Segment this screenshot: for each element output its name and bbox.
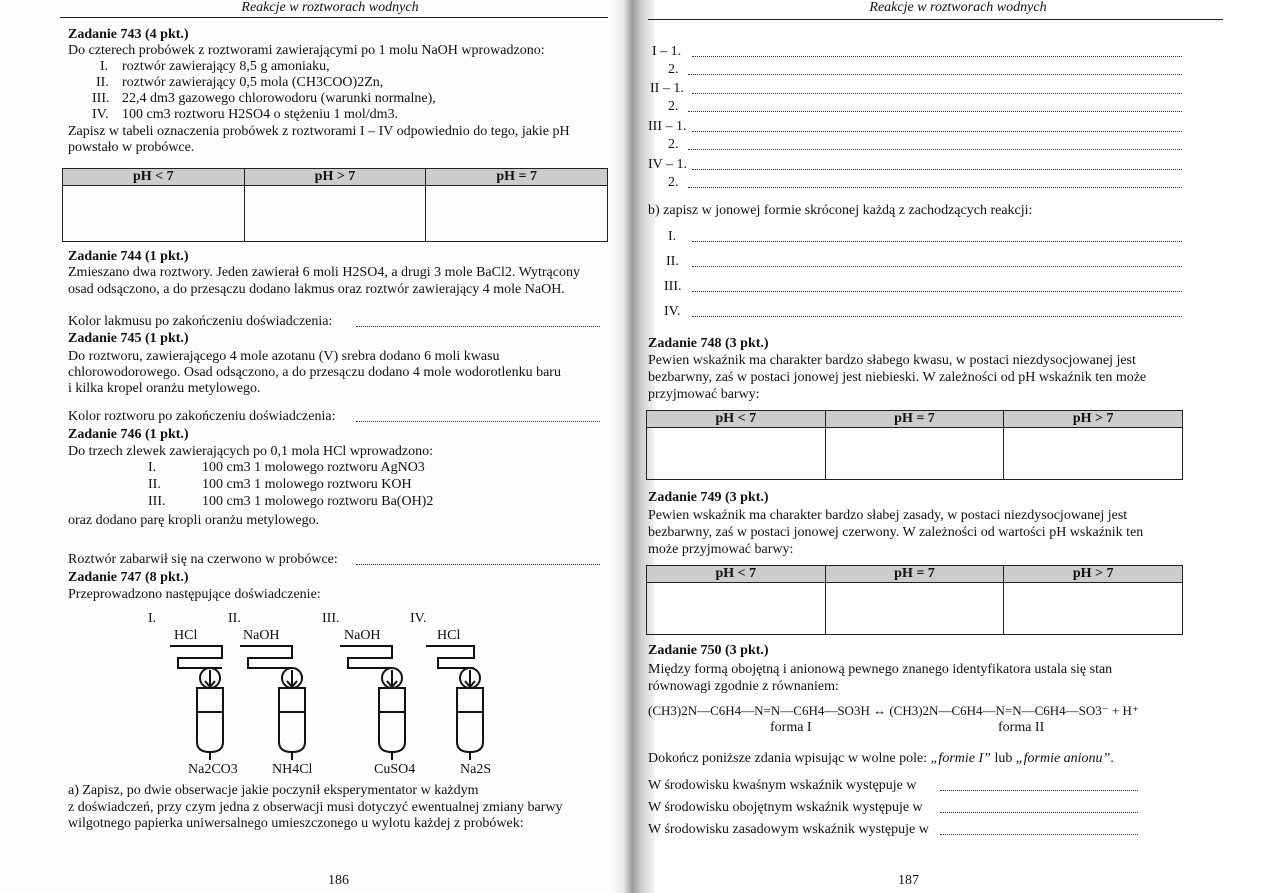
- task-746-answer-label: Roztwór zabarwił się na czerwono w probówce:: [68, 552, 338, 567]
- sample-label: Na2CO3: [188, 762, 238, 777]
- list-num: II.: [148, 477, 161, 492]
- answer-line[interactable]: [356, 564, 600, 565]
- reaction-num: IV.: [664, 304, 681, 319]
- task-743-title: Zadanie 743 (4 pkt.): [68, 27, 189, 42]
- task-749-title: Zadanie 749 (3 pkt.): [648, 490, 769, 505]
- task-750-instruction: [648, 751, 1114, 766]
- instr-end: .: [1110, 751, 1114, 766]
- list-num: III.: [92, 91, 110, 106]
- answer-cell[interactable]: [63, 186, 245, 242]
- ph-table-743: [62, 168, 608, 242]
- answer-cell[interactable]: [647, 428, 826, 480]
- running-head: Reakcje w roztworach wodnych: [241, 0, 419, 15]
- answer-cell[interactable]: [244, 186, 426, 242]
- setup-number: III.: [322, 611, 340, 626]
- answer-line[interactable]: [692, 169, 1182, 170]
- reagent-label: NaOH: [344, 628, 381, 643]
- ph-table-748: [646, 410, 1183, 480]
- answer-line[interactable]: [940, 834, 1138, 835]
- list-item: 100 cm3 1 molowego roztworu Ba(OH)2: [202, 494, 434, 509]
- obs-prefix: IV – 1.: [648, 157, 688, 172]
- answer-line[interactable]: [692, 291, 1182, 292]
- answer-line[interactable]: [940, 790, 1138, 791]
- answer-line[interactable]: [692, 131, 1182, 132]
- col-header: pH < 7: [647, 411, 826, 428]
- list-item: roztwór zawierający 8,5 g amoniaku,: [122, 59, 330, 74]
- sentence-basic: W środowisku zasadowym wskaźnik występuje w: [648, 822, 929, 837]
- answer-cell[interactable]: [825, 428, 1004, 480]
- task-744-text-2: osad odsączono, a do przesączu dodano lakmus oraz roztwór zawierający 4 mole NaOH.: [68, 282, 565, 297]
- answer-line[interactable]: [688, 111, 1182, 112]
- list-item: roztwór zawierający 0,5 mola (CH3COO)2Zn,: [122, 75, 384, 90]
- answer-line[interactable]: [692, 316, 1182, 317]
- answer-line[interactable]: [356, 326, 600, 327]
- task-748-text-2: bezbarwny, zaś w postaci jonowej jest niebieski. W zależności od pH wskaźnik ten może: [648, 370, 1147, 385]
- task-749-text: Pewien wskaźnik ma charakter bardzo słabej zasady, w postaci niezdysocjowanej jest: [648, 508, 1128, 523]
- list-item: 22,4 dm3 gazowego chlorowodoru (warunki normalne),: [122, 91, 436, 106]
- col-header: pH > 7: [244, 169, 426, 186]
- list-num: IV.: [92, 107, 109, 122]
- answer-line[interactable]: [692, 93, 1182, 94]
- obs-sub: 2.: [668, 99, 679, 114]
- running-head: Reakcje w roztworach wodnych: [869, 0, 1047, 15]
- form-label: forma II: [998, 720, 1045, 735]
- task-745-answer-label: Kolor roztworu po zakończeniu doświadczenia:: [68, 409, 336, 424]
- task-744-text: Zmieszano dwa roztwory. Jeden zawierał 6 moli H2SO4, a drugi 3 mole BaCl2. Wytrącony: [68, 265, 580, 280]
- left-page: [0, 0, 628, 893]
- task-748-title: Zadanie 748 (3 pkt.): [648, 336, 769, 351]
- col-header: pH > 7: [1004, 411, 1183, 428]
- task-745-title: Zadanie 745 (1 pkt.): [68, 331, 189, 346]
- list-num: I.: [148, 460, 157, 475]
- col-header: pH < 7: [647, 566, 826, 583]
- right-page: [628, 0, 1263, 893]
- reagent-label: NaOH: [243, 628, 280, 643]
- obs-sub: 2.: [668, 175, 679, 190]
- setup-number: IV.: [410, 611, 427, 626]
- list-item: 100 cm3 1 molowego roztworu KOH: [202, 477, 412, 492]
- task-743-instruction: Zapisz w tabeli oznaczenia probówek z roztworami I – IV odpowiednio do tego, jakie pH: [68, 124, 570, 139]
- task-743-intro: Do czterech probówek z roztworami zawierającymi po 1 molu NaOH wprowadzono:: [68, 43, 545, 58]
- answer-line[interactable]: [356, 421, 600, 422]
- instr-option-1: „formie I”: [930, 751, 991, 766]
- sentence-acidic: W środowisku kwaśnym wskaźnik występuje w: [648, 778, 917, 793]
- task-746-title: Zadanie 746 (1 pkt.): [68, 427, 189, 442]
- answer-line[interactable]: [692, 266, 1182, 267]
- reaction-num: II.: [666, 254, 679, 269]
- part-b-instruction: b) zapisz w jonowej formie skróconej każdą z zachodzących reakcji:: [648, 203, 1033, 218]
- task-748-text-3: przyjmować barwy:: [648, 387, 760, 402]
- instr-option-2: „formie anionu”: [1015, 751, 1111, 766]
- task-748-text: Pewien wskaźnik ma charakter bardzo słabego kwasu, w postaci niezdysocjowanej jest: [648, 353, 1136, 368]
- task-750-title: Zadanie 750 (3 pkt.): [648, 643, 769, 658]
- col-header: pH = 7: [426, 169, 608, 186]
- task-749-text-2: bezbarwny, zaś w postaci jonowej czerwony. W zależności od wartości pH wskaźnik ten: [648, 525, 1144, 540]
- answer-line[interactable]: [688, 149, 1182, 150]
- task-746-outro: oraz dodano parę kropli oranżu metylowego.: [68, 513, 320, 528]
- task-744-title: Zadanie 744 (1 pkt.): [68, 249, 189, 264]
- answer-line[interactable]: [940, 812, 1138, 813]
- answer-line[interactable]: [688, 74, 1182, 75]
- task-743-instruction-2: powstało w probówce.: [68, 140, 195, 155]
- setup-number: II.: [228, 611, 241, 626]
- col-header: pH < 7: [63, 169, 245, 186]
- task-745-text-2: chlorowodorowego. Osad odsączono, a do przesączu dodano 4 mole wodorotlenku baru: [68, 365, 561, 380]
- task-750-text-2: równowagi zgodnie z równaniem:: [648, 679, 839, 694]
- task-745-text: Do roztworu, zawierającego 4 mole azotanu (V) srebra dodano 6 moli kwasu: [68, 349, 500, 364]
- obs-prefix: I – 1.: [652, 44, 682, 59]
- list-item: 100 cm3 roztworu H2SO4 o stężeniu 1 mol/dm3.: [122, 107, 399, 122]
- task-746-intro: Do trzech zlewek zawierających po 0,1 mola HCl wprowadzono:: [68, 444, 434, 459]
- sentence-neutral: W środowisku obojętnym wskaźnik występuje w: [648, 800, 923, 815]
- task-747-title: Zadanie 747 (8 pkt.): [68, 570, 189, 585]
- answer-line[interactable]: [692, 56, 1182, 57]
- form-label: forma I: [770, 720, 812, 735]
- header-rule: [60, 17, 608, 18]
- answer-cell[interactable]: [1004, 583, 1183, 635]
- answer-cell[interactable]: [426, 186, 608, 242]
- ph-table-749: [646, 565, 1183, 635]
- page-number: 186: [328, 873, 349, 888]
- col-header: pH = 7: [825, 411, 1004, 428]
- obs-prefix: II – 1.: [650, 81, 684, 96]
- task-745-text-3: i kilka kropel oranżu metylowego.: [68, 381, 261, 396]
- col-header: pH = 7: [825, 566, 1004, 583]
- obs-sub: 2.: [668, 137, 679, 152]
- answer-line[interactable]: [692, 241, 1182, 242]
- apparatus-diagram: [140, 640, 500, 760]
- answer-cell[interactable]: [647, 583, 826, 635]
- task-747-part-a-3: wilgotnego papierka uniwersalnego umieszczonego u wylotu każdej z probówek:: [68, 816, 524, 831]
- answer-cell[interactable]: [825, 583, 1004, 635]
- task-747-part-a: a) Zapisz, po dwie obserwacje jakie poczynił eksperymentator w każdym: [68, 783, 479, 798]
- task-749-text-3: może przyjmować barwy:: [648, 542, 794, 557]
- sample-label: NH4Cl: [272, 762, 313, 777]
- instr-mid: lub: [990, 751, 1016, 766]
- task-750-text: Między formą obojętną i anionową pewnego znanego identyfikatora ustala się stan: [648, 662, 1113, 677]
- header-rule: [648, 19, 1223, 20]
- obs-sub: 2.: [668, 62, 679, 77]
- page-number: 187: [898, 873, 919, 888]
- reaction-num: I.: [668, 229, 677, 244]
- answer-cell[interactable]: [1004, 428, 1183, 480]
- list-num: III.: [148, 494, 166, 509]
- task-747-intro: Przeprowadzono następujące doświadczenie:: [68, 587, 321, 602]
- instr-pre: Dokończ poniższe zdania wpisując w wolne pole:: [648, 751, 931, 766]
- list-num: II.: [96, 75, 109, 90]
- task-744-answer-label: Kolor lakmusu po zakończeniu doświadczenia:: [68, 314, 333, 329]
- equilibrium-equation: (CH3)2N—C6H4—N=N—C6H4—SO3H ↔ (CH3)2N—C6H4—N=N—C6H4—SO3⁻ + H⁺: [648, 703, 1139, 718]
- obs-prefix: III – 1.: [648, 119, 687, 134]
- sample-label: Na2S: [460, 762, 492, 777]
- setup-number: I.: [148, 611, 157, 626]
- answer-line[interactable]: [688, 187, 1182, 188]
- list-item: 100 cm3 1 molowego roztworu AgNO3: [202, 460, 425, 475]
- reagent-label: HCl: [437, 628, 461, 643]
- list-num: I.: [100, 59, 109, 74]
- col-header: pH > 7: [1004, 566, 1183, 583]
- task-747-part-a-2: z doświadczeń, przy czym jedna z obserwacji musi dotyczyć ewentualnej zmiany barwy: [68, 800, 563, 815]
- reagent-label: HCl: [174, 628, 198, 643]
- sample-label: CuSO4: [374, 762, 416, 777]
- reaction-num: III.: [664, 279, 682, 294]
